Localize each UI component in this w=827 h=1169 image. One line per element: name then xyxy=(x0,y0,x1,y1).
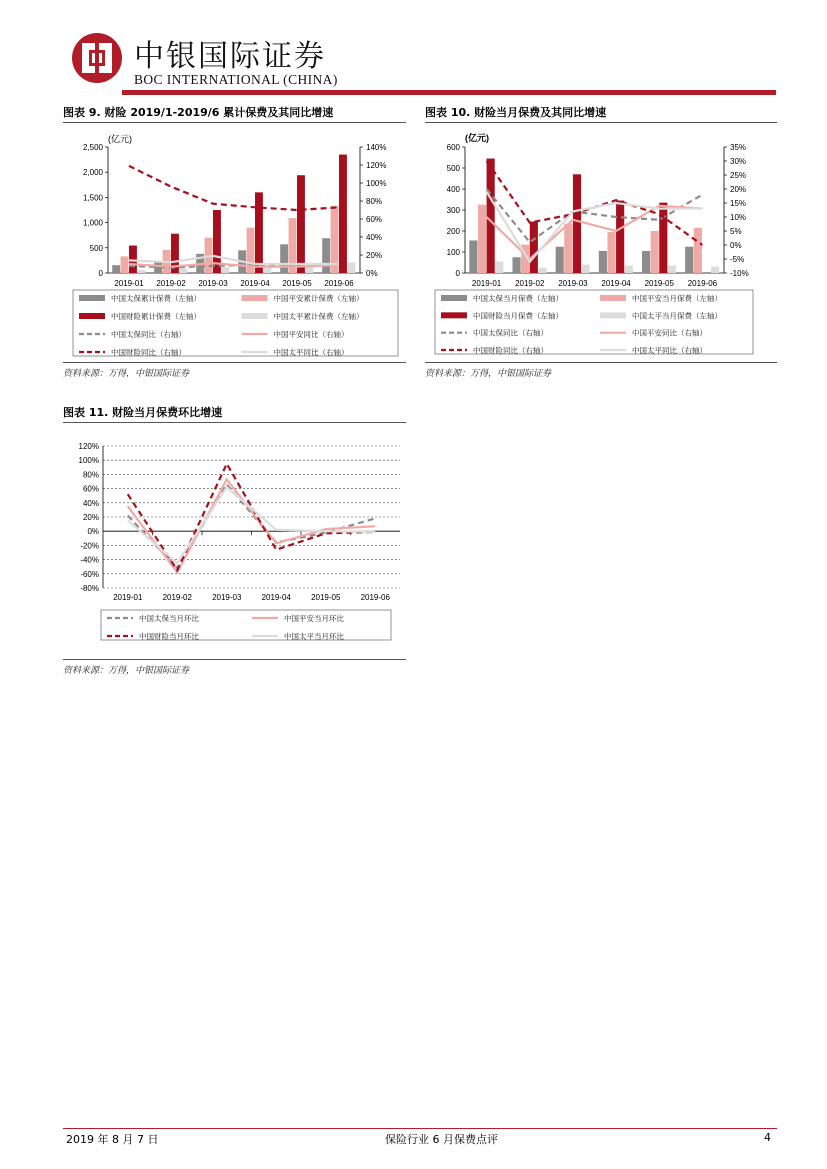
y-tick-label: 20% xyxy=(82,513,99,522)
legend-label: 中国太保同比（右轴） xyxy=(473,328,548,338)
bar xyxy=(478,205,486,273)
y-tick-label-left: 1,500 xyxy=(82,193,103,203)
bar xyxy=(711,267,719,273)
figure-10-unit: (亿元) xyxy=(465,133,489,143)
figure-9-bottom-rule xyxy=(63,362,406,363)
figure-9-unit: (亿元) xyxy=(108,134,132,144)
y-tick-label-right: 20% xyxy=(366,251,383,260)
y-tick-label-left: 2,500 xyxy=(82,143,103,152)
y-tick-label: -80% xyxy=(80,584,99,593)
footer-divider xyxy=(63,1128,777,1129)
footer-page-number: 4 xyxy=(764,1131,771,1144)
x-tick-label: 2019-05 xyxy=(644,279,674,288)
bar xyxy=(685,247,693,273)
legend-swatch xyxy=(441,312,467,318)
legend-swatch xyxy=(242,313,268,319)
y-tick-label-right: 15% xyxy=(730,199,747,208)
bar xyxy=(694,228,702,273)
series-line xyxy=(487,189,703,242)
legend-label: 中国平安同比（右轴） xyxy=(632,328,707,338)
legend-label: 中国太平当月环比 xyxy=(284,632,344,641)
bar xyxy=(599,251,607,273)
bar xyxy=(651,231,659,273)
y-tick-label-right: 100% xyxy=(366,179,387,188)
figure-11-top-rule xyxy=(63,422,406,423)
legend-label: 中国太保当月保费（左轴） xyxy=(473,294,563,303)
x-tick-label: 2019-05 xyxy=(311,593,341,602)
figure-11-source: 资料来源：万得，中银国际证券 xyxy=(63,666,190,676)
x-tick-label: 2019-01 xyxy=(471,279,502,288)
legend-label: 中国财险同比（右轴） xyxy=(111,348,186,357)
y-tick-label: -60% xyxy=(80,569,99,579)
bar xyxy=(625,266,633,273)
figure-9-source: 资料来源：万得，中银国际证券 xyxy=(63,369,190,379)
bar xyxy=(322,238,330,273)
legend-swatch xyxy=(441,295,467,301)
bar xyxy=(339,155,347,273)
figure-11-title: 图表 11. 财险当月保费环比增速 xyxy=(63,406,223,419)
y-tick-label-right: 0% xyxy=(730,241,742,250)
legend-label: 中国平安累计保费（左轴） xyxy=(273,294,364,303)
bar xyxy=(556,247,564,273)
x-tick-label: 2019-06 xyxy=(687,279,718,288)
brand-name-cn: 中银国际证券 xyxy=(134,39,326,74)
legend-swatch xyxy=(79,295,105,301)
x-tick-label: 2019-04 xyxy=(601,279,631,288)
y-tick-label-left: 500 xyxy=(446,164,460,173)
bar xyxy=(616,201,624,273)
legend-label: 中国太平累计保费（左轴） xyxy=(273,312,364,321)
y-tick-label: -20% xyxy=(80,541,99,551)
y-tick-label-right: 120% xyxy=(366,161,387,170)
y-tick-label-left: 100 xyxy=(446,248,460,257)
y-tick-label-left: 0 xyxy=(455,269,460,278)
figure-10-top-rule xyxy=(425,122,777,123)
bar xyxy=(280,244,288,273)
bar xyxy=(129,246,137,273)
bar xyxy=(530,222,538,273)
legend-label: 中国财险当月保费（左轴） xyxy=(473,311,563,321)
x-tick-label: 2019-01 xyxy=(113,593,143,602)
bar xyxy=(642,251,650,273)
legend-swatch xyxy=(600,312,626,318)
bar xyxy=(121,256,129,273)
figure-11-bottom-rule xyxy=(63,659,406,660)
x-tick-label: 2019-02 xyxy=(162,593,192,602)
y-tick-label: 0% xyxy=(87,527,99,537)
figure-10-chart xyxy=(425,124,777,364)
bar xyxy=(297,175,305,273)
y-tick-label-right: 40% xyxy=(366,233,383,242)
bar xyxy=(573,174,581,273)
y-tick-label: 120% xyxy=(78,442,99,451)
bar xyxy=(112,265,120,273)
series-line xyxy=(129,166,339,210)
legend-label: 中国平安当月环比 xyxy=(284,614,344,623)
y-tick-label-right: 35% xyxy=(730,143,747,152)
x-tick-label: 2019-05 xyxy=(282,279,312,288)
y-tick-label-left: 1,000 xyxy=(82,218,103,228)
legend-label: 中国财险累计保费（左轴） xyxy=(111,312,201,321)
x-tick-label: 2019-03 xyxy=(198,279,228,288)
x-tick-label: 2019-06 xyxy=(360,593,390,602)
figure-10-bottom-rule xyxy=(425,362,777,363)
series-line xyxy=(129,256,339,264)
header-divider xyxy=(122,90,776,95)
legend-label: 中国太平同比（右轴） xyxy=(273,348,349,357)
series-line xyxy=(128,479,376,572)
x-tick-label: 2019-03 xyxy=(212,593,242,602)
y-tick-label-right: 140% xyxy=(366,143,387,152)
figure-9-chart xyxy=(63,124,413,364)
brand-name-en: BOC INTERNATIONAL (CHINA) xyxy=(134,72,338,87)
figure-10-source: 资料来源：万得，中银国际证券 xyxy=(425,369,552,379)
footer-date: 2019 年 8 月 7 日 xyxy=(66,1133,159,1146)
x-tick-label: 2019-03 xyxy=(558,279,588,288)
y-tick-label-right: 5% xyxy=(730,227,742,236)
legend-label: 中国财险同比（右轴） xyxy=(473,346,548,355)
x-tick-label: 2019-04 xyxy=(240,279,270,288)
legend-label: 中国平安当月保费（左轴） xyxy=(632,294,722,303)
bar xyxy=(221,267,229,273)
y-tick-label-right: 10% xyxy=(730,213,747,222)
bar xyxy=(495,261,503,273)
legend-label: 中国平安同比（右轴） xyxy=(273,330,349,339)
bar xyxy=(179,269,187,273)
footer-report-title: 保险行业 6 月保费点评 xyxy=(385,1133,498,1146)
y-tick-label-left: 0 xyxy=(98,269,103,278)
y-tick-label-right: 0% xyxy=(366,269,378,278)
y-tick-label: -40% xyxy=(80,555,99,565)
legend-label: 中国太保累计保费（左轴） xyxy=(111,294,201,303)
series-line xyxy=(487,161,703,245)
bar xyxy=(607,232,615,273)
x-tick-label: 2019-06 xyxy=(324,279,354,288)
y-tick-label-right: -10% xyxy=(730,269,749,278)
legend-label: 中国太平同比（右轴） xyxy=(632,346,707,355)
y-tick-label-left: 2,000 xyxy=(82,168,103,178)
figure-9-top-rule xyxy=(63,122,406,123)
y-tick-label: 60% xyxy=(82,484,99,494)
legend-swatch xyxy=(600,295,626,301)
bar xyxy=(564,224,572,273)
figure-11-chart xyxy=(63,424,413,658)
series-line xyxy=(487,192,703,262)
y-tick-label-left: 500 xyxy=(89,243,103,253)
legend-label: 中国太保当月环比 xyxy=(139,614,199,623)
boc-logo-icon xyxy=(72,33,122,83)
y-tick-label: 100% xyxy=(78,456,99,466)
legend-label: 中国太保同比（右轴） xyxy=(111,330,186,339)
figure-9-title: 图表 9. 财险 2019/1-2019/6 累计保费及其同比增速 xyxy=(63,106,334,119)
x-tick-label: 2019-04 xyxy=(261,593,291,602)
legend-swatch xyxy=(79,313,105,319)
y-tick-label-left: 400 xyxy=(446,185,460,194)
y-tick-label-right: 20% xyxy=(730,185,747,194)
legend-swatch xyxy=(242,295,268,301)
y-tick-label-right: 60% xyxy=(366,215,383,224)
x-tick-label: 2019-01 xyxy=(114,279,144,288)
bar xyxy=(668,266,676,273)
y-tick-label-right: 80% xyxy=(366,197,383,206)
y-tick-label-right: 25% xyxy=(730,171,747,180)
figure-10-title: 图表 10. 财险当月保费及其同比增速 xyxy=(425,106,607,119)
x-tick-label: 2019-02 xyxy=(156,279,186,288)
bar xyxy=(512,257,520,273)
y-tick-label: 40% xyxy=(82,498,99,508)
series-line xyxy=(128,487,376,563)
bar xyxy=(487,159,495,273)
y-tick-label: 80% xyxy=(82,470,99,480)
y-tick-label-right: 30% xyxy=(730,157,747,166)
y-tick-label-right: -5% xyxy=(730,255,745,264)
legend-label: 中国太平当月保费（左轴） xyxy=(632,311,722,321)
bar xyxy=(659,203,667,273)
bar xyxy=(137,270,145,273)
bar xyxy=(347,262,355,273)
bar xyxy=(469,240,477,273)
bar xyxy=(582,265,590,273)
y-tick-label-left: 600 xyxy=(446,143,460,152)
legend-label: 中国财险当月环比 xyxy=(139,632,199,641)
y-tick-label-left: 200 xyxy=(446,227,460,236)
x-tick-label: 2019-02 xyxy=(515,279,545,288)
bar xyxy=(255,192,263,273)
bar xyxy=(538,268,546,273)
y-tick-label-left: 300 xyxy=(446,206,460,215)
